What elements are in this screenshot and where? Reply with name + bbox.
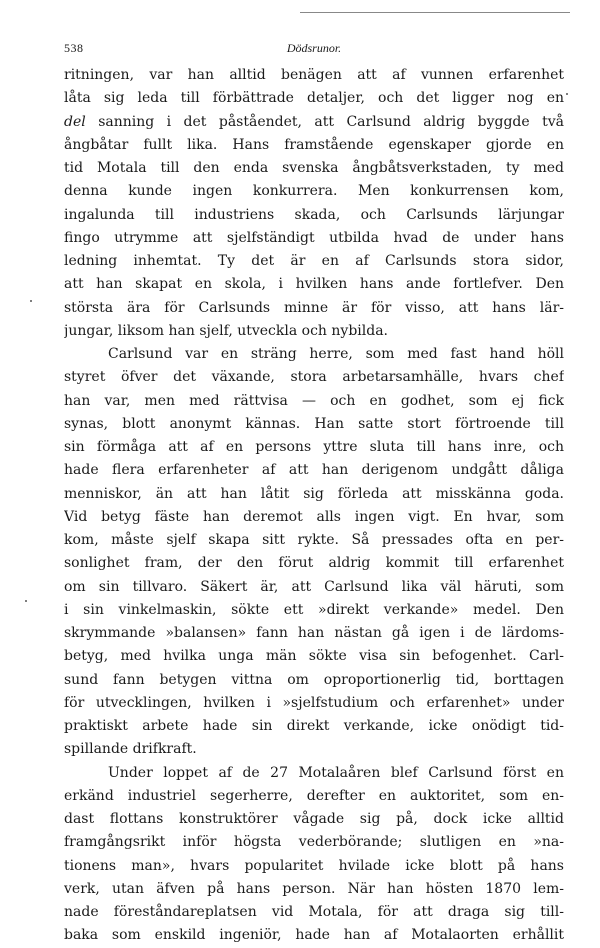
text-line: att han skapat en skola, i hvilken hans ande fortlefver. Den [64, 276, 564, 293]
text-line: sund fann betygen vittna om oproportionerlig tid, borttagen [64, 671, 564, 688]
text-line: fingo utrymme att sjelfständigt utbilda hvad de under hans [64, 229, 564, 246]
text-line: baka som enskild ingeniör, hade han af Motalaorten erhållit [64, 927, 564, 944]
paragraph-first-line: Under loppet af de 27 Motalaåren blef Carlsund först en [108, 764, 564, 781]
italic-word: del [64, 113, 86, 130]
text-line: skrymmande »balansen» fann han nästan gå igen i de lärdoms- [64, 625, 564, 641]
text-line: i sin vinkelmaskin, sökte ett »direkt verkande» medel. Den [64, 601, 564, 618]
text-line-rest: sanning i det påståendet, att Carlsund aldrig byggde två [98, 113, 564, 130]
text-line: hade flera erfarenheter af att han derigenom undgått dåliga [64, 462, 564, 479]
text-line: styret öfver det växande, stora arbetarsamhälle, hvars chef [64, 369, 564, 386]
text-line: tid Motala till den enda svenska ångbåtsverkstaden, ty med [64, 160, 564, 176]
text-line: ledning inhemtat. Ty det är en af Carlsunds stora sidor, [64, 253, 564, 269]
text-line: menniskor, än att han låtit sig förleda att misskänna goda. [64, 485, 564, 502]
scan-speck [25, 600, 27, 602]
text-line: denna kunde ingen konkurrera. Men konkurrensen kom, [64, 183, 564, 200]
text-line: erkänd industriel segerherre, derefter en auktoritet, som en- [64, 787, 564, 804]
text-line: största ära för Carlsunds minne är för visso, att hans lär- [64, 299, 564, 316]
text-line: praktiskt arbete hade sin direkt verkande, icke onödigt tid- [64, 718, 564, 734]
text-line: han var, men med rättvisa — och en godhet, som ej fick [64, 392, 564, 409]
text-line: jungar, liksom han sjelf, utveckla och nybilda. [64, 322, 388, 339]
text-line: spillande drifkraft. [64, 741, 197, 758]
text-line: för utvecklingen, hvilken i »sjelfstudium och erfarenhet» under [64, 694, 564, 711]
text-line: Vid betyg fäste han deremot alls ingen vigt. En hvar, som [64, 508, 564, 525]
text-line: sonlighet fram, der den förut aldrig kommit till erfarenhet [64, 555, 564, 572]
text-line-with-italic [64, 111, 564, 134]
text-line: framgångsrikt inför högsta vederbörande; slutligen en »na- [64, 834, 564, 851]
text-line: nade föreståndareplatsen vid Motala, för att draga sig till- [64, 904, 564, 920]
body-text [64, 64, 564, 948]
text-line: betyg, med hvilka unga män sökte visa sin befogenhet. Carl- [64, 648, 564, 665]
text-line: verk, utan äfven på hans person. När han hösten 1870 lem- [64, 880, 564, 897]
text-line: låta sig leda till förbättrade detaljer, och det ligger nog en [64, 90, 564, 107]
text-line: ångbåtar fullt lika. Hans framstående egenskaper gjorde en [64, 136, 564, 153]
top-edge-line [300, 12, 570, 13]
text-line: tionens man», hvars popularitet hvilade icke blott på hans [64, 857, 564, 874]
text-line: ritningen, var han alltid benägen att af vunnen erfarenhet [64, 67, 564, 83]
scan-speck [30, 300, 32, 302]
text-line: ingalunda till industriens skada, och Carlsunds lärjungar [64, 206, 564, 223]
page-number: 538 [64, 41, 84, 55]
text-line: om sin tillvaro. Säkert är, att Carlsund lika väl häruti, som [64, 578, 564, 595]
text-line: sin förmåga att af en persons yttre sluta till hans inre, och [64, 439, 564, 455]
text-line: kom, måste sjelf skapa sitt rykte. Så pressades ofta en per- [64, 532, 564, 548]
paragraph-first-line: Carlsund var en sträng herre, som med fast hand höll [108, 346, 564, 362]
scan-speck [566, 93, 568, 95]
text-line: synas, blott anonymt kännas. Han satte stort förtroende till [64, 415, 564, 432]
running-title: Dödsrunor. [286, 41, 342, 55]
page-header [64, 41, 564, 61]
text-line: dast flottans konstruktörer vågade sig på, dock icke alltid [64, 811, 564, 827]
